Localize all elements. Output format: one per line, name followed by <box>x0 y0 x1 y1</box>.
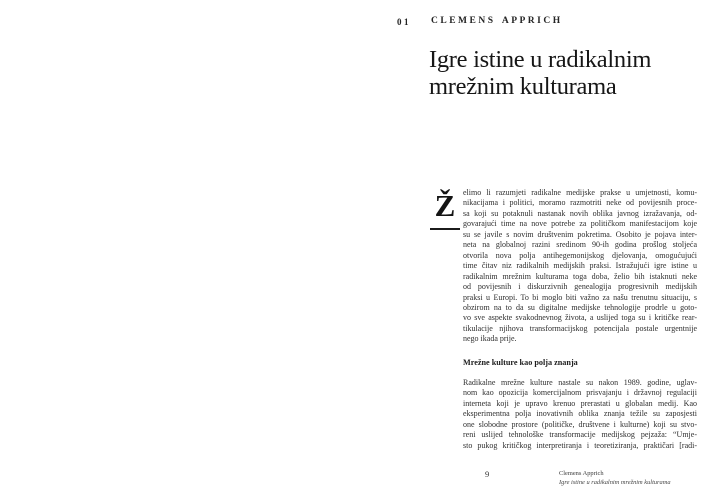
text-line: Radikalne mrežne kulture nastale su nakon 1989. godine, uglav- <box>463 378 697 387</box>
page-number: 9 <box>485 469 490 479</box>
text-line: nikacijama i politici, moramo razmotriti neke od povijesnih proce- <box>463 198 697 208</box>
text-line: tikulacije njihova transformacijskog potencijala postale urgentnije <box>463 323 697 333</box>
text-line: one slobodne prostore (političke, društvene i kulturne) koji su stvo- <box>463 419 697 429</box>
text-line: obzirom na to da su digitalne medijske tehnologije prodrle u goto- <box>463 302 697 312</box>
text-line: su se javile s novim društvenim pokretima. Osobito je pojava inter- <box>463 229 697 239</box>
text-line: neta na globalnoj razini sredinom 90-ih godina prošlog stoljeća <box>463 240 697 250</box>
chapter-number: 01 <box>397 17 411 27</box>
footer-work-title: Igre istine u radikalnim mrežnim kulturama <box>559 479 671 486</box>
paragraph-1 <box>463 188 697 345</box>
text-line: sa koji su potaknuli nastanak novih oblika javnog izražavanja, od- <box>463 208 697 218</box>
text-line: otvorila nova polja antihegemonijskog djelovanja, omogućujući <box>463 250 697 260</box>
drop-cap: Ž <box>430 184 460 230</box>
text-line: od povijesnih i diskurzivnih genealogija progresivnih medijskih <box>463 282 697 292</box>
text-line: praksi u Europi. To bi moglo biti važno za našu trenutnu situaciju, s <box>463 292 697 302</box>
running-header-author: CLEMENS APPRICH <box>431 16 563 26</box>
paragraph-2 <box>463 378 697 451</box>
text-line: elimo li razumjeti radikalne medijske prakse u umjetnosti, komu- <box>463 188 697 197</box>
text-line: time čitav niz radikalnih medijskih praksi. Istražujući igre istine u <box>463 261 697 271</box>
footer-colophon <box>559 469 671 487</box>
text-line: eksperimentna polja inovativnih oblika znanja težile su zaposjesti <box>463 409 697 419</box>
section-heading: Mrežne kulture kao polja znanja <box>463 358 578 367</box>
text-line: vo sve aspekte svakodnevnog života, a uslijed toga su i kritičke rear- <box>463 313 697 323</box>
text-line: govarajući time na nove potrebe za političkom manifestacijom koje <box>463 219 697 229</box>
footer-author: Clemens Apprich <box>559 470 604 477</box>
text-line: nego ikada prije. <box>463 334 517 344</box>
text-line: reni uslijed tehnološke transformacije medijskog pejzaža: “Umje- <box>463 430 697 440</box>
text-line: sto pukog kritičkog interpretiranja i teoretiziranja, praktičari [radi- <box>463 440 697 450</box>
text-line: nom kao opozicija komercijalnom prisvajanju i državnoj regulaciji <box>463 388 697 398</box>
text-line: radikalnim mrežnim kulturama toga doba, želio bih istaknuti neke <box>463 271 697 281</box>
article-title: Igre istine u radikalnim mrežnim kulturama <box>429 46 652 100</box>
text-line: interneta koji je upravo krenuo prerastati u globalan medij. Kao <box>463 398 697 408</box>
